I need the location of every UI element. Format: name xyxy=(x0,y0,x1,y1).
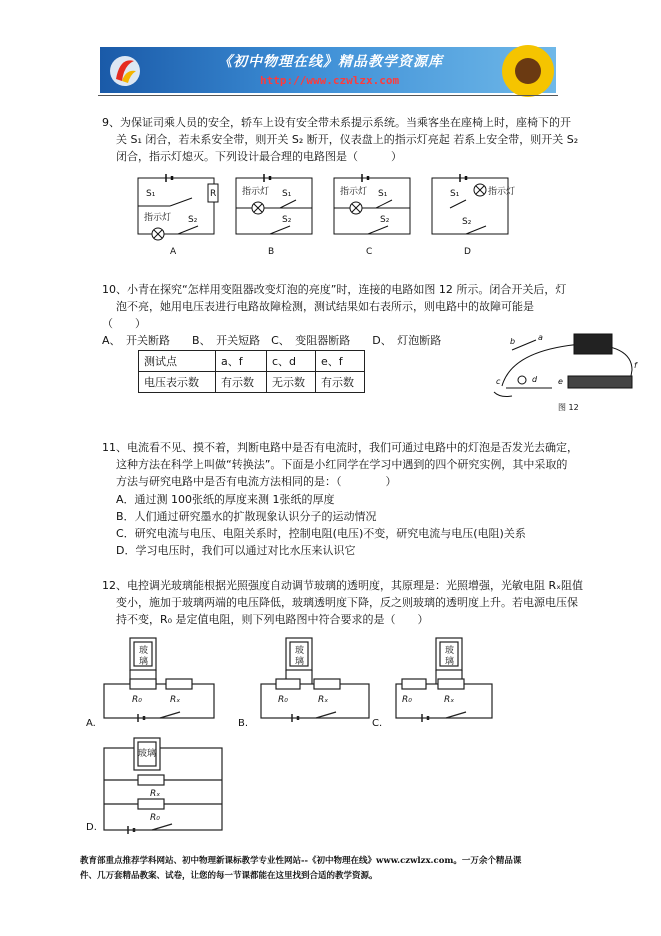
fig-label-d: d xyxy=(532,375,538,384)
sunflower-icon xyxy=(492,39,562,101)
q9d-s1: S₁ xyxy=(450,189,460,199)
q12-option-a: A. xyxy=(86,718,96,729)
q11-line-2: 这种方法在科学上叫做“转换法”。下面是小红同学在学习中遇到的四个研究实例，其中采取的 xyxy=(116,458,568,471)
q11-line-1: 11、电流看不见、摸不着，判断电路中是否有电流时，我们可通过电路中的灯泡是否发光去确定， xyxy=(102,441,578,454)
banner-title: 《初中物理在线》精品教学资源库 xyxy=(218,54,443,70)
header-rule xyxy=(98,95,558,96)
q10-test-table xyxy=(138,350,365,393)
banner-url: http://www.czwlzx.com xyxy=(260,74,400,87)
q12-circuit-diagrams xyxy=(86,634,506,834)
footer-line-2: 件、几万套精品教案、试卷，让您的每一节课都能在这里找到合适的教学资源。 xyxy=(80,871,378,881)
q9-circuit-diagrams xyxy=(130,168,516,257)
q12b-rx: Rₓ xyxy=(318,695,329,705)
q12-option-b: B. xyxy=(238,718,249,729)
q10-line-3: （ ） xyxy=(102,317,146,330)
fig-label-a: a xyxy=(538,333,543,342)
q12c-glass-1: 玻 xyxy=(445,646,455,656)
table-cell: 无示数 xyxy=(267,372,316,393)
q9a-s2: S₂ xyxy=(188,215,198,225)
q10-line-1: 10、小青在探究“怎样用变阻器改变灯泡的亮度”时，连接的电路如图 12 所示。闭合开关后，灯 xyxy=(102,283,567,296)
q12-line-3: 持不变，R₀ 是定值电阻，则下列电路图中符合要求的是（ ） xyxy=(116,613,429,626)
q9-option-a: A xyxy=(170,247,177,257)
table-cell: 有示数 xyxy=(216,372,267,393)
fig-caption: 图 12 xyxy=(558,403,579,412)
q12d-r0: R₀ xyxy=(150,813,160,823)
table-cell: 电压表示数 xyxy=(139,372,216,393)
q9b-s1: S₁ xyxy=(282,189,292,199)
fig-label-e: e xyxy=(558,377,563,386)
q12a-r0: R₀ xyxy=(132,695,142,705)
table-row xyxy=(139,372,365,393)
header-banner xyxy=(100,47,556,93)
q9b-s2: S₂ xyxy=(282,215,292,225)
q12-line-1: 12、电控调光玻璃能根据光照强度自动调节玻璃的透明度，其原理是：光照增强，光敏电阻 Rₓ阻值 xyxy=(102,579,584,592)
q12c-glass-2: 璃 xyxy=(445,657,455,667)
q9-option-d: D xyxy=(464,247,471,257)
q11-option-d: D．学习电压时，我们可以通过对比水压来认识它 xyxy=(116,544,356,557)
fig-label-c: c xyxy=(496,377,501,386)
q9b-lamp: 指示灯 xyxy=(242,187,270,197)
q12d-glass: 玻璃 xyxy=(138,749,157,759)
footer-line-1: 教育部重点推荐学科网站、初中物理新课标教学专业性网站--《初中物理在线》www.czwlzx.com。一万余个精品课 xyxy=(80,856,522,866)
q9c-s1: S₁ xyxy=(378,189,388,199)
q12d-rx: Rₓ xyxy=(150,789,161,799)
q9-option-b: B xyxy=(268,247,275,257)
q12a-rx: Rₓ xyxy=(170,695,181,705)
q12a-glass-1: 玻 xyxy=(139,646,149,656)
table-cell: c、d xyxy=(267,351,316,372)
q9-line-2: 关 S₁ 闭合，若未系安全带，则开关 S₂ 断开，仪表盘上的指示灯亮起 若系上安全带，则开关 S₂ xyxy=(116,133,579,146)
q11-option-a: A．通过测 100张纸的厚度来测 1张纸的厚度 xyxy=(116,493,335,506)
table-cell: 有示数 xyxy=(316,372,365,393)
q9a-lamp: 指示灯 xyxy=(144,213,172,223)
q12b-r0: R₀ xyxy=(278,695,288,705)
fig-label-b: b xyxy=(510,337,516,346)
q12-option-c: C. xyxy=(372,718,383,729)
q9a-r: R xyxy=(210,189,217,199)
q10-line-2: 泡不亮，她用电压表进行电路故障检测，测试结果如右表所示，则电路中的故障可能是 xyxy=(116,300,534,313)
q10-choices: A、 开关断路 B、 开关短路 C、 变阻器断路 D、 灯泡断路 xyxy=(102,334,442,347)
table-cell: a、f xyxy=(216,351,267,372)
fig-label-f: f xyxy=(634,361,637,370)
q9a-s1: S₁ xyxy=(146,189,156,199)
table-cell: e、f xyxy=(316,351,365,372)
q9-line-3: 闭合，指示灯熄灭。下列设计最合理的电路图是（ ） xyxy=(116,150,402,163)
q12-option-d: D. xyxy=(86,822,97,833)
q12c-rx: Rₓ xyxy=(444,695,455,705)
q9-option-c: C xyxy=(366,247,373,257)
table-row xyxy=(139,351,365,372)
q9d-s2: S₂ xyxy=(462,217,472,227)
q11-option-b: B．人们通过研究墨水的扩散现象认识分子的运动情况 xyxy=(116,510,377,523)
q12b-glass-1: 玻 xyxy=(295,646,305,656)
q11-option-c: C．研究电流与电压、电阻关系时，控制电阻(电压)不变，研究电流与电压(电阻)关系 xyxy=(116,527,526,540)
q12a-glass-2: 璃 xyxy=(139,657,149,667)
q11-line-3: 方法与研究电路中是否有电流方法相同的是：（ ） xyxy=(116,475,397,488)
q12c-r0: R₀ xyxy=(402,695,412,705)
q12-line-2: 变小，施加于玻璃两端的电压降低，玻璃透明度下降，反之则玻璃的透明度上升。若电源电压保 xyxy=(116,596,578,609)
table-cell: 测试点 xyxy=(139,351,216,372)
q12b-glass-2: 璃 xyxy=(295,657,305,667)
q9c-lamp: 指示灯 xyxy=(340,187,368,197)
q10-figure-12 xyxy=(492,330,642,414)
q9c-s2: S₂ xyxy=(380,215,390,225)
q9-line-1: 9、为保证司乘人员的安全，轿车上设有安全带未系提示系统。当乘客坐在座椅上时，座椅下的开 xyxy=(102,116,571,129)
logo-icon xyxy=(108,51,142,89)
q9d-lamp: 指示灯 xyxy=(488,187,516,197)
